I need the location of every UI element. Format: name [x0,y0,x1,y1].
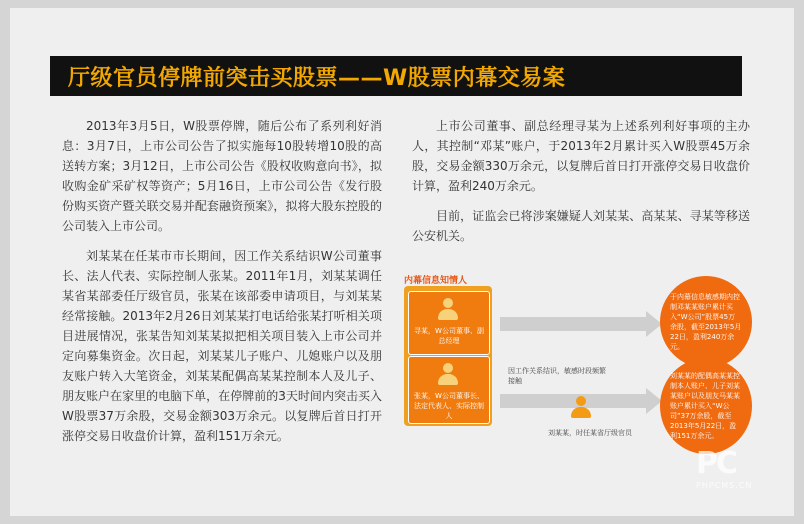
result-circle-top: 于内幕信息敏感期内控制邓某某账户累计买入“W公司”股票45万余股，截至2013年5月22日，盈利240万余元。 [660,276,752,368]
insider-card-2 [408,356,490,424]
case-diagram [404,270,764,450]
right-column [412,116,750,256]
insider-label: 内幕信息知情人 [404,276,468,286]
left-column [62,116,382,456]
insider-2-text: 张某，W公司董事长、法定代表人、实际控制人 [414,392,484,420]
page-title: 厅级官员停牌前突击买股票——W股票内幕交易案 [68,65,566,91]
watermark-logo: PC [696,446,737,481]
insider-1-text: 寻某，W公司董事、副总经理 [414,327,484,345]
result-circle-bottom: 刘某某的配偶高某某控制本人账户、儿子刘某某账户以及朋友马某某账户累计买入“W公司”37万余股，截至2013年5月22日，盈利151万余元。 [660,358,752,454]
official-caption: 刘某某，时任某省厅级官员 [548,429,632,437]
watermark-text: PHPCMS.CN [696,481,753,490]
person-icon [570,396,592,420]
arrow-right-icon [500,317,646,331]
paragraph: 上市公司董事、副总经理寻某为上述系列利好事项的主办人，其控制“邓某”账户，于2013年2月累计买入W股票45万余股，交易金额330万余元，以复牌后首日打开涨停交易日收盘价计算，盈利240万余元。 [412,119,750,193]
insider-card-1 [408,291,490,355]
person-icon [437,298,459,322]
title-bar [50,56,742,96]
paragraph: 2013年3月5日，W股票停牌，随后公布了系列利好消息：3月7日，上市公司公告了拟实施每10股转增10股的高送转方案；3月12日，上市公司公告《股权收购意向书》，拟收购金矿采矿权等资产；5月16日，上市公司公告《发行股份购买资产暨关联交易并配套融资预案》，拟将大股东控股的公司装入上市公司。 [62,119,382,233]
paragraph: 刘某某在任某市市长期间，因工作关系结识W公司董事长、法人代表、实际控制人张某。2011年1月，刘某某调任某省某部委任厅级官员，张某在该部委申请项目，与刘某某经常接触。2013年2月26日刘某某打电话给张某打听相关项目进展情况，张某告知刘某某拟把相关项目装入上市公司并定向募集资金。次日起，刘某某儿子账户、儿媳账户以及朋友账户转入大笔资金，刘某某配偶高某某控制本人及儿子、朋友账户在家里的电脑下单，在停牌前的3天时间内突击买入W股票37万余股，交易金额303万余元。以复牌后首日打开涨停交易日收盘价计算，盈利151万余元。 [62,249,382,443]
relation-note: 因工作关系结识，敏感时段频繁接触 [508,367,606,385]
watermark [696,446,782,506]
person-icon [437,363,459,387]
paragraph: 目前，证监会已将涉案嫌疑人刘某某、高某某、寻某等移送公安机关。 [412,209,750,243]
